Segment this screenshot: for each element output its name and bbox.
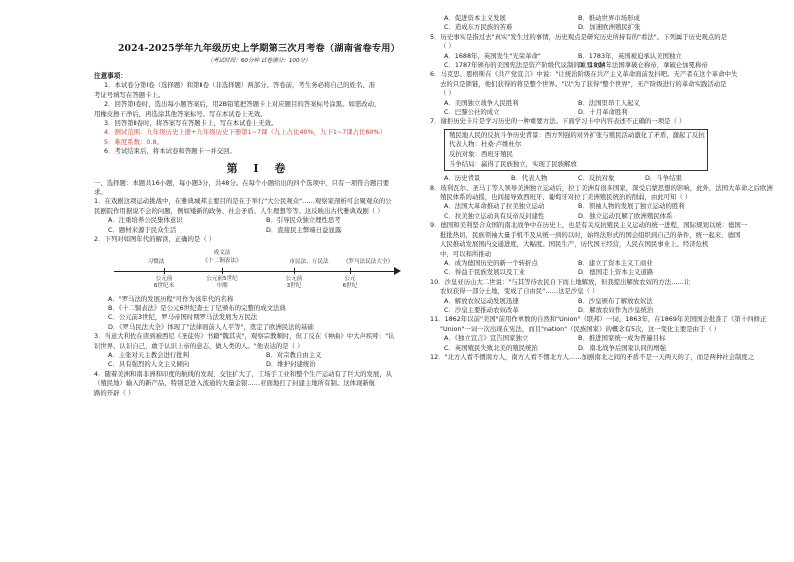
- exam-subtitle: （考试时间：60分钟 试卷满分：100分）: [207, 58, 311, 64]
- q7-option-d[interactable]: D．斗争结果: [645, 174, 682, 183]
- q1-stem: 民剧院作用据说不会的问题，例如矮新的政务、社会矛盾、人生理想等等。这反映出古代雅典戏剧（ ）: [94, 206, 384, 215]
- notice-item: 3．回答第Ⅱ卷时，将答案写在答题卡上，写在本试卷上无效。: [104, 119, 278, 128]
- notice-item: 考证号填写在答题卡上。: [94, 90, 165, 99]
- q7-card-line: 斗争结局：赢得了民族独立，实现了民族解放: [449, 159, 577, 168]
- q7-history-card: [444, 129, 708, 171]
- q11-options: [430, 344, 712, 353]
- q7-options: [430, 174, 712, 183]
- q9-stem: 人民推动发展国内交通进度，大幅度。国民生产，历代国王经营，人民在国民事业上。经济危机: [440, 240, 709, 249]
- q6-stem: （ ）: [440, 89, 455, 98]
- q4-stem: （殖民地）输入的新产品，特别是进入流通的大量金银……亚面地打了封建主地所有制。这体现新航: [94, 379, 376, 388]
- q1-options: [94, 226, 424, 235]
- timeline-tick: [350, 268, 351, 274]
- q11-option-c[interactable]: C．英国殖民失败北美的殖民统治: [444, 343, 538, 352]
- timeline-label: 《十二铜表法》: [202, 257, 242, 264]
- q10-option-b[interactable]: B．沙皇颁布了解放农奴法: [578, 296, 653, 305]
- q5-option-d[interactable]: D．1804年法国拿破仑称帝，拿破仑加冕称帝: [578, 61, 708, 70]
- q5-stem: （ ）: [440, 42, 455, 51]
- q11-option-d[interactable]: D．南北战争后国家认同的增强: [578, 343, 666, 352]
- q2-option-b[interactable]: B．《十二铜表法》是公元6世纪查士丁尼颁布的完整的成文法典: [108, 303, 286, 312]
- q9-stem: 9．德国和美利坚合众国的南北战争中在历史上，也是有关反抗殖民主义运动的统一进程，国际规划以统：德国一: [430, 221, 748, 230]
- q6-option-b[interactable]: B．法国里昂工人起义: [578, 98, 640, 107]
- notice-item: 2．回答第Ⅰ卷时，选出每小题答案后，用2B铅笔把答题卡上对应题目的答案标号涂黑。如需改动，: [104, 100, 381, 109]
- q4-options: [430, 14, 712, 23]
- timeline-tick: [164, 268, 165, 274]
- q1-option-b[interactable]: B．引导民众独立理性思考: [266, 216, 341, 225]
- q5-option-a[interactable]: A．1688年，英国发生"光荣革命": [444, 51, 541, 60]
- timeline-date: 中期: [216, 282, 228, 289]
- timeline-date: 公元前: [155, 275, 173, 282]
- q1-option-c[interactable]: C．题材来源于民众生活: [108, 225, 177, 234]
- q6-options: [430, 99, 712, 108]
- q3-options: [94, 351, 424, 360]
- q10-option-d[interactable]: D．解放农奴作为沙皇统治: [578, 305, 654, 314]
- q9-option-a[interactable]: A．成为德国历史的新一个转折点: [444, 258, 538, 267]
- q10-option-a[interactable]: A．解放农奴运动发展迅速: [444, 296, 519, 305]
- q5-option-c[interactable]: C．1787年颁布的美国宪法是资产阶级代议制的重要文献: [444, 61, 606, 70]
- q10-options: [430, 306, 712, 315]
- q10-stem: 农奴获得一部分土地，变成了自由民"……这是沙皇（ ）: [440, 287, 599, 296]
- q11-stem: "Union"一词一次出现在宪法，而且"nation"（民族国家）的概念有5次，这一变化主要是由于（ ）: [440, 324, 721, 333]
- q3-options: [94, 360, 424, 369]
- q11-option-a[interactable]: A．《独立宣言》宣告国家独立: [444, 334, 529, 343]
- left-column: [94, 14, 424, 556]
- q2-option-c[interactable]: C．公元前3世纪，罗马帝国时期罗马法发展为万民法: [108, 313, 258, 322]
- timeline-date: 公元前5世纪: [206, 275, 238, 282]
- q6-option-d[interactable]: D．十月革命胜利: [578, 108, 628, 117]
- q8-option-d[interactable]: D．独立运动瓦解了欧洲殖民体系: [578, 211, 673, 220]
- notice-item-difficulty: 5．难度系数：0.8。: [104, 137, 163, 146]
- timeline-arrow-icon: [394, 267, 401, 275]
- q7-option-b[interactable]: B．代表人物: [511, 174, 548, 183]
- q8-stem: 8．玻利瓦尔、圣马丁等人领导美洲独立运动后，拉丁美洲有很多国家，深受启蒙思想的影响，此外，法国大革命之后欧洲: [430, 183, 773, 192]
- q1-stem: 1．在戏剧这项运动挑战中，在雅典城邦主要目的是在于举行"大公民观众"……观察家剖析可会聚观众的公: [94, 197, 392, 206]
- q8-options: [430, 202, 712, 211]
- q7-option-a[interactable]: A．历史背景: [444, 174, 481, 183]
- notice-item: 1．本试卷分第Ⅰ卷（选择题）和第Ⅱ卷（非选择题）两部分。答卷前，考生务必将自己的姓名、准: [104, 81, 376, 90]
- q12-stem: 12．"北方人看不惯南方人，南方人看不惯北方人……加剧南北之间的矛盾不是一天两天的了，而是两种社会制度之: [430, 352, 755, 361]
- q4-option-a[interactable]: A．促进资本主义发展: [444, 14, 506, 22]
- q8-options: [430, 212, 712, 221]
- q7-card-line: 反抗对象：西班牙殖民: [449, 150, 513, 159]
- q6-stem: 去的只是锁链，他们获得的将是整个世界。"以"为了获得"整个世界"，无产阶级进行的革命实践活动是: [440, 79, 727, 88]
- q2-timeline: [114, 247, 414, 293]
- q3-option-a[interactable]: A．主张对天主教会进行批判: [108, 350, 190, 359]
- q9-options: [430, 268, 712, 277]
- q9-option-b[interactable]: B．建立了资本主义工商业: [578, 258, 653, 267]
- q4-stem: 路的开辟（ ）: [94, 388, 135, 397]
- q7-card-line: 代表人物：杜桑·卢维杜尔: [449, 140, 522, 149]
- q4-stem: 4．随着美洲和南非洲和印度的航线的发现，交往扩大了，工场手工业和整个生产运动有了巨大的发展，从: [94, 369, 393, 378]
- timeline-axis: [114, 271, 396, 272]
- q9-option-c[interactable]: C．得益于民族发展以及工业: [444, 268, 526, 277]
- timeline-label: 习惯法: [147, 258, 165, 265]
- q7-card-line: 殖民地人民的反抗斗争历史背景：西方列强的对外扩张与殖民活动激化了矛盾，激起了反抗: [449, 130, 705, 139]
- q7-option-c[interactable]: C．反抗对象: [578, 174, 615, 183]
- exam-title: 2024-2025学年九年级历史上学期第三次月考卷（湖南省卷专用）: [117, 43, 401, 54]
- q10-option-c[interactable]: C．沙皇主要推动农奴改革: [444, 305, 519, 314]
- q2-option-d[interactable]: D．《罗马民法大全》体现了"法律面前人人平等"，奠定了欧洲民法的基础: [108, 322, 314, 331]
- q4-option-b[interactable]: B．推动世界市场形成: [578, 14, 640, 22]
- timeline-label: 成文法: [213, 249, 231, 256]
- timeline-tick: [294, 268, 295, 274]
- q3-stem: 3．当意大利佐在读到被西尼《圣徒传》书籍"魏其夹"，观察宗教顺时，但丁反在《神曲》中大声疾呼："认: [94, 332, 395, 341]
- q3-option-b[interactable]: B．对宗教自由主义: [266, 350, 322, 359]
- q8-stem: 殖民体系的动摇，也间接导致西班牙、葡萄牙对拉丁美洲殖民统治的削弱，由此可知（ ）: [440, 193, 692, 202]
- q6-option-c[interactable]: C．巴黎公社的成立: [444, 108, 500, 117]
- notice-item-scope: 4．测试范围：九年级历史上册+九年级历史下册第1~7课（九上占比40%，九下1~7课占比60%）: [104, 128, 387, 137]
- timeline-label: 市民法、万民法: [289, 258, 329, 265]
- q1-options: [94, 216, 424, 225]
- q4-option-c[interactable]: C．造成东方民族的苦难: [444, 23, 513, 32]
- timeline-tick: [222, 268, 223, 274]
- section-title: 第 Ⅰ 卷: [226, 161, 292, 175]
- q5-option-b[interactable]: B．1783年，英国被迫承认美国独立: [578, 51, 682, 60]
- timeline-label: 《罗马法民法大全》: [342, 258, 394, 265]
- q8-option-c[interactable]: C．拉美独立运动具有反帝反封建性: [444, 211, 545, 220]
- q9-options: [430, 259, 712, 268]
- timeline-date: 公元前: [285, 275, 303, 282]
- q8-option-b[interactable]: B．领袖人物的发展了独立运动的胜利: [578, 202, 685, 211]
- section-intro: 求。: [94, 188, 107, 197]
- q3-option-d[interactable]: D．维护封建统治: [266, 360, 316, 369]
- q4-option-d[interactable]: D．加速欧洲殖民扩张: [578, 23, 641, 32]
- timeline-date: 公元: [344, 275, 356, 282]
- right-column: [424, 14, 773, 556]
- q11-stem: 11．1862年以前"美国"前用作单数的自然和"Union"（联邦）一词，1863年，在1869年美国国会批准了《第十四修正: [430, 315, 767, 324]
- q3-option-c[interactable]: C．具有强烈的人文主义倾向: [108, 360, 190, 369]
- q11-option-b[interactable]: B．推进国家统一成为普遍目标: [578, 334, 666, 343]
- q5-options: [430, 52, 712, 61]
- q3-stem: 识世界、认识自己，敢于认识上帝的意志，做人类的人。"他表达的是（ ）: [94, 341, 304, 350]
- timeline-date: 6世纪: [342, 282, 358, 289]
- q9-option-d[interactable]: D．德国走上资本主义道路: [578, 268, 654, 277]
- timeline-date: 6世纪末: [153, 282, 175, 289]
- notice-item: 6．考试结束后，将本试卷和答题卡一并交回。: [104, 147, 236, 156]
- q2-option-a[interactable]: A．"罗马法的发展历程"可作为该年代的名称: [108, 294, 234, 303]
- notice-heading: 注意事项：: [94, 72, 127, 80]
- q1-option-a[interactable]: A．注重培养公民集体意识: [108, 216, 183, 225]
- q6-stem: 6．马克思、恩格斯在《共产党宣言》中说："让统治阶级在共产主义革命面前发抖吧。无产者在这个革命中失: [430, 70, 738, 79]
- q5-stem: 5．历史事实是指过去"真实"发生过的事情，历史观点是研究历史所持有的"看法"。下列属于历史观点的是: [430, 32, 728, 41]
- q8-option-a[interactable]: A．法国大革命推动了拉美独立运动: [444, 202, 545, 211]
- q11-options: [430, 334, 712, 343]
- timeline-date: 3世纪: [286, 282, 302, 289]
- q9-stem: 批批热切，民族领袖大量手机不及从统一到的以时，始终法形式的国会组织到自己的条件，统一起来，德国: [440, 230, 741, 239]
- q9-stem: 中，可以和所推动: [440, 249, 492, 258]
- q6-option-a[interactable]: A．美国独立战争人民胜利: [444, 98, 519, 107]
- q1-option-d[interactable]: D．直接民主弊端日益显露: [266, 225, 342, 234]
- q10-options: [430, 297, 712, 306]
- q4-options: [430, 23, 712, 32]
- q10-stem: 10．沙皇亚历山大二世说："与其等待农民自下而上地解放，但我提出解放农奴的方法……让: [430, 277, 691, 286]
- notice-item: 用橡皮擦干净后，再选涂其他答案标号。写在本试卷上无效。: [94, 109, 267, 118]
- section-intro: 一、选择题：本题共16小题，每小题3分，共48分。在每个小题给出的四个选项中，只有一项符合题目要: [94, 178, 390, 187]
- q7-stem: 7．谢拒历史卡片是学习历史的一种重要方法。下面学习卡中内容表述不正确的一项是（ ）: [430, 117, 686, 126]
- q2-stem: 2．下列对如图年代的解读，正确的是（ ）: [94, 235, 216, 244]
